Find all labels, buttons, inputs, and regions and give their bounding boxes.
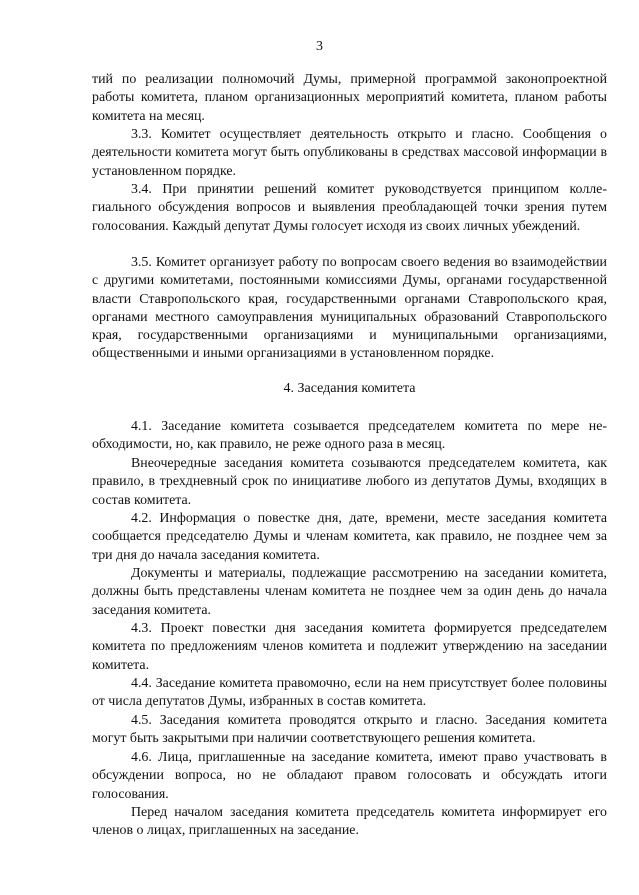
paragraph-4-2: 4.2. Информация о повестке дня, дате, времени, месте заседания комитета сообщается председателю Думы и членам комитета, как правило, не позднее чем за три дня до начала заседания комитета. [92,511,607,563]
paragraph-invited-persons: Перед началом заседания комитета председатель комитета информирует его членов о лицах, приглашенных на заседание. [92,805,607,839]
paragraph-3-3: 3.3. Комитет осуществляет деятельность открыто и гласно. Сообщения о деятельности комитета могут быть опубликованы в средствах массовой информации в установленном порядке. [92,127,607,179]
paragraph-4-6: 4.6. Лица, приглашенные на заседание комитета, имеют право участвовать в обсуждении вопроса, но не обладают правом голосовать и обсуждать итоги голосования. [92,750,607,802]
paragraph-4-3: 4.3. Проект повестки дня заседания комитета формируется председателем комитета по предложениям членов комитета и подлежит утверждению на заседании комитета. [92,621,607,673]
section-title: 4. Заседания комитета [283,381,416,396]
paragraph-4-1: 4.1. Заседание комитета созывается председателем комитета по мере необходимости, но, как правило, не реже одного раза в месяц. [92,419,607,453]
paragraph-4-4: 4.4. Заседание комитета правомочно, если на нем присутствует более половины от числа депутатов Думы, избранных в состав комитета. [92,676,607,710]
paragraph-3-4: 3.4. При принятии решений комитет руководствуется принципом коллегиального обсуждения вопросов и выявления преобладающей точки зрения путем голосования. Каждый депутат Думы голосует исходя из своих личных убеждений. [92,182,607,234]
page-number: 3 [316,39,323,54]
paragraph-3-5: 3.5. Комитет организует работу по вопросам своего ведения во взаимодействии с другими комитетами, постоянными комиссиями Думы, органами государственной власти Ставропольского края, государственными органами Ставропольского края, органами местного самоуправления муниципальных образований Ставропольского края, государственными организациями и муниципальными организациями, общественными и иными организациями в установленном порядке. [92,255,607,362]
paragraph-extraordinary-meetings: Внеочередные заседания комитета созываются председателем комитета, как правило, в трехдневный срок по инициативе любого из депутатов Думы, входящих в состав комитета. [92,456,607,508]
paragraph-documents: Документы и материалы, подлежащие рассмотрению на заседании комитета, должны быть представлены членам комитета не позднее чем за один день до начала заседания комитета. [92,566,607,618]
paragraph-4-5: 4.5. Заседания комитета проводятся открыто и гласно. Заседания комитета могут быть закрытыми при наличии соответствующего решения комитета. [92,713,607,747]
paragraph-continuation: тий по реализации полномочий Думы, примерной программой законопроектной работы комитета, планом организационных мероприятий комитета, планом работы комитета на месяц. [92,72,607,124]
